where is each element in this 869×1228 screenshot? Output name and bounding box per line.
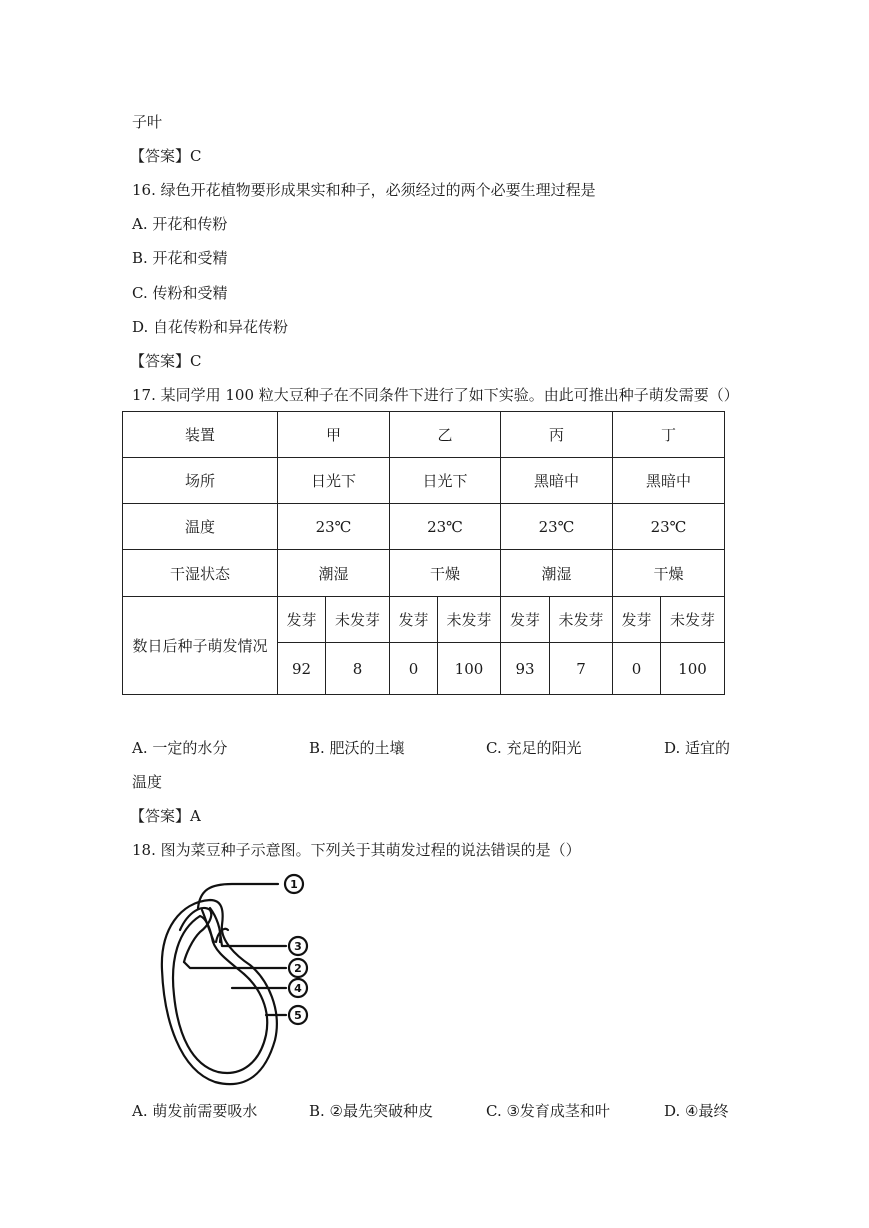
table-cell: 黑暗中 xyxy=(613,458,725,504)
table-cell: 发芽 xyxy=(613,597,661,643)
table-cell: 潮湿 xyxy=(501,550,613,597)
q16-option-a: A. 开花和传粉 xyxy=(132,215,228,233)
table-cell: 装置 xyxy=(123,412,278,458)
answer-16: 【答案】C xyxy=(130,352,202,370)
table-cell: 23℃ xyxy=(613,504,725,550)
q18-option-a: A. 萌发前需要吸水 xyxy=(132,1102,258,1120)
bean-seed-diagram xyxy=(140,870,340,1090)
table-cell: 0 xyxy=(390,643,438,695)
table-cell: 丙 xyxy=(501,412,613,458)
radicle-shape xyxy=(180,908,211,962)
table-cell: 7 xyxy=(550,643,613,695)
table-cell: 潮湿 xyxy=(278,550,390,597)
text-line: 子叶 xyxy=(132,113,163,131)
leader-line-3 xyxy=(220,932,286,946)
question-18: 18. 图为菜豆种子示意图。下列关于其萌发过程的说法错误的是（） xyxy=(132,841,581,859)
table-cell: 23℃ xyxy=(390,504,501,550)
answer-17: 【答案】A xyxy=(130,807,201,825)
experiment-table xyxy=(122,411,725,695)
q17-option-c: C. 充足的阳光 xyxy=(486,739,582,757)
table-cell: 场所 xyxy=(123,458,278,504)
q16-option-b: B. 开花和受精 xyxy=(132,249,228,267)
table-cell: 丁 xyxy=(613,412,725,458)
diagram-label-3: 3 xyxy=(294,940,302,953)
q18-option-d: D. ④最终 xyxy=(664,1102,729,1120)
table-cell: 日光下 xyxy=(390,458,501,504)
q17-option-b: B. 肥沃的土壤 xyxy=(309,739,405,757)
leader-line-2 xyxy=(184,962,286,968)
question-17: 17. 某同学用 100 粒大豆种子在不同条件下进行了如下实验。由此可推出种子萌发需要（） xyxy=(132,386,739,404)
table-cell: 未发芽 xyxy=(661,597,725,643)
table-cell: 8 xyxy=(326,643,390,695)
table-cell: 发芽 xyxy=(278,597,326,643)
table-row xyxy=(123,597,725,643)
q16-option-d: D. 自花传粉和异花传粉 xyxy=(132,318,289,336)
table-cell: 甲 xyxy=(278,412,390,458)
diagram-label-1: 1 xyxy=(290,878,298,891)
table-cell: 100 xyxy=(661,643,725,695)
table-cell: 93 xyxy=(501,643,550,695)
leader-line-1 xyxy=(198,884,278,908)
diagram-label-5: 5 xyxy=(294,1009,302,1022)
table-cell: 0 xyxy=(613,643,661,695)
q17-option-d: D. 适宜的 xyxy=(664,739,731,757)
table-cell: 未发芽 xyxy=(438,597,501,643)
table-cell: 数日后种子萌发情况 xyxy=(123,597,278,695)
q17-option-a: A. 一定的水分 xyxy=(132,739,228,757)
table-row xyxy=(123,504,725,550)
table-cell: 100 xyxy=(438,643,501,695)
table-cell: 乙 xyxy=(390,412,501,458)
diagram-label-2: 2 xyxy=(294,962,302,975)
table-cell: 92 xyxy=(278,643,326,695)
table-cell: 干燥 xyxy=(390,550,501,597)
table-cell: 温度 xyxy=(123,504,278,550)
diagram-label-4: 4 xyxy=(294,982,302,995)
q16-option-c: C. 传粉和受精 xyxy=(132,284,228,302)
table-cell: 发芽 xyxy=(501,597,550,643)
table-row xyxy=(123,458,725,504)
q18-option-b: B. ②最先突破种皮 xyxy=(309,1102,434,1120)
table-cell: 23℃ xyxy=(278,504,390,550)
table-cell: 未发芽 xyxy=(326,597,390,643)
table-cell: 日光下 xyxy=(278,458,390,504)
question-16: 16. 绿色开花植物要形成果实和种子，必须经过的两个必要生理过程是 xyxy=(132,181,596,199)
table-cell: 23℃ xyxy=(501,504,613,550)
table-cell: 干燥 xyxy=(613,550,725,597)
table-cell: 未发芽 xyxy=(550,597,613,643)
q17-option-d-continued: 温度 xyxy=(132,773,163,791)
table-cell: 黑暗中 xyxy=(501,458,613,504)
table-cell: 干湿状态 xyxy=(123,550,278,597)
q18-option-c: C. ③发育成茎和叶 xyxy=(486,1102,610,1120)
table-row xyxy=(123,550,725,597)
table-cell: 发芽 xyxy=(390,597,438,643)
table-row xyxy=(123,412,725,458)
answer-15: 【答案】C xyxy=(130,147,202,165)
